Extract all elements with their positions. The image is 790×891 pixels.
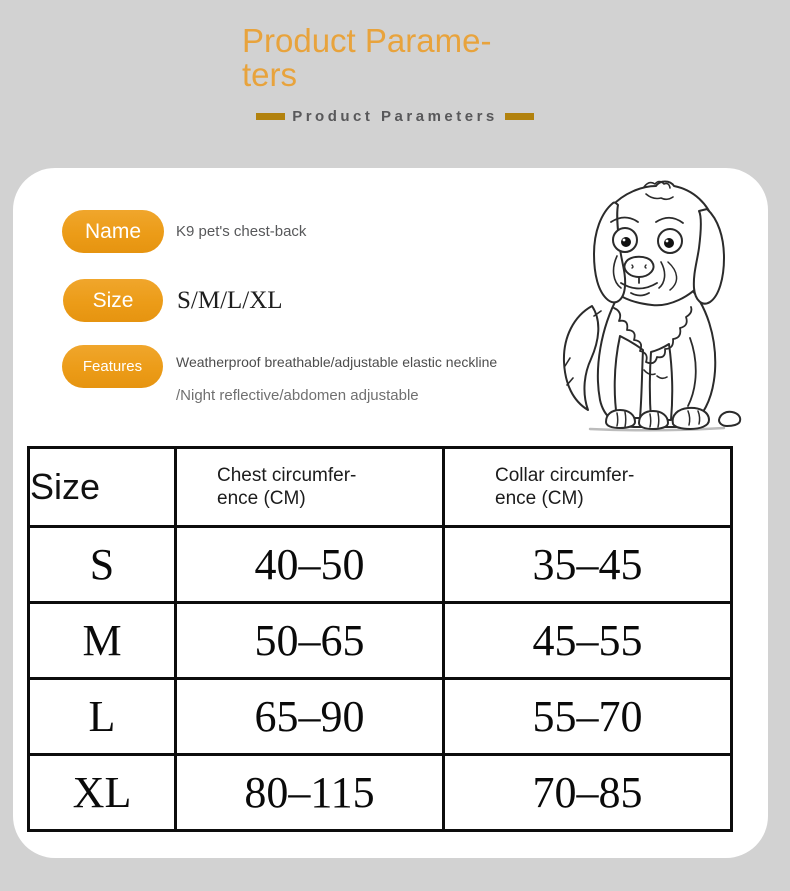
page-title-line1: Product Parame- (242, 22, 492, 59)
chest-cell: 50–65 (176, 603, 444, 679)
page-title (242, 24, 572, 92)
header-chest-line1: Chest circumfer- (217, 465, 357, 486)
size-label-pill (63, 279, 163, 322)
table-row (29, 603, 732, 679)
header-chest-line2: ence (CM) (217, 488, 306, 509)
features-label: Features (82, 358, 143, 375)
size-cell: XL (29, 755, 176, 831)
features-value-line1: Weatherproof breathable/adjustable elastic neckline (176, 354, 498, 370)
collar-cell: 35–45 (444, 527, 732, 603)
header-size: Size (29, 448, 176, 527)
table-row (29, 679, 732, 755)
right-dash-decoration (505, 113, 534, 120)
size-cell: M (29, 603, 176, 679)
features-value-line2: /Night reflective/abdomen adjustable (176, 386, 419, 404)
table-header-row (29, 448, 732, 527)
collar-cell: 55–70 (444, 679, 732, 755)
chest-cell: 65–90 (176, 679, 444, 755)
header-chest (176, 448, 444, 527)
features-label-pill (62, 345, 163, 388)
section-heading (0, 108, 790, 125)
puppy-illustration (556, 170, 751, 438)
left-dash-decoration (256, 113, 285, 120)
table-row (29, 755, 732, 831)
chest-cell: 80–115 (176, 755, 444, 831)
name-label: Name (84, 219, 142, 243)
name-value: K9 pet's chest-back (176, 223, 307, 240)
header-collar-line2: ence (CM) (495, 488, 584, 509)
name-label-pill (62, 210, 164, 253)
section-heading-label: Product Parameters (292, 108, 498, 125)
collar-cell: 70–85 (444, 755, 732, 831)
size-cell: S (29, 527, 176, 603)
chest-cell: 40–50 (176, 527, 444, 603)
size-chart-table (27, 446, 733, 832)
collar-cell: 45–55 (444, 603, 732, 679)
header-collar (444, 448, 732, 527)
page-title-line2: ters (242, 56, 298, 93)
size-label: Size (92, 288, 134, 312)
size-cell: L (29, 679, 176, 755)
size-value: S/M/L/XL (177, 286, 283, 314)
header-collar-line1: Collar circumfer- (495, 465, 635, 486)
table-row (29, 527, 732, 603)
